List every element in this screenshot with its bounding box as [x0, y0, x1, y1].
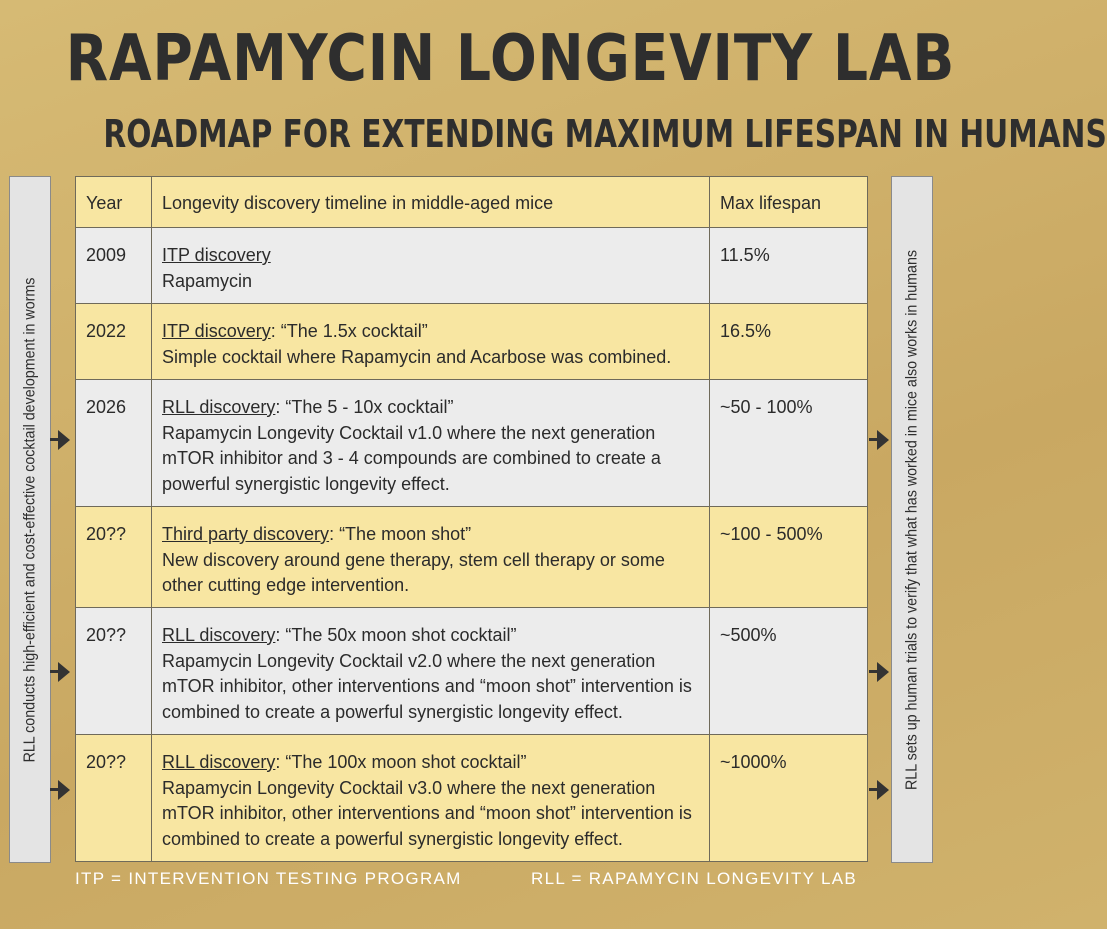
discovery-description: Rapamycin Longevity Cocktail v3.0 where the next generation mTOR inhibitor, other interventions and “moon shot” intervention is combined to create a powerful synergistic longevity effect. [162, 777, 692, 849]
arrow-right-icon [877, 430, 889, 450]
discovery-description: Simple cocktail where Rapamycin and Acarbose was combined. [162, 346, 672, 367]
discovery-description: Rapamycin [162, 270, 253, 291]
arrow-right-icon [58, 662, 70, 682]
discovery-source: RLL discovery [162, 752, 276, 772]
discovery-cell [152, 507, 710, 608]
table-header-row [76, 177, 868, 228]
lifespan-cell: 11.5% [710, 228, 868, 304]
table-row [76, 507, 868, 608]
discovery-source: ITP discovery [162, 245, 271, 265]
year-cell: 2022 [76, 304, 152, 380]
year-cell: 2026 [76, 380, 152, 507]
discovery-name: : “The 50x moon shot cocktail” [275, 625, 517, 645]
table-row [76, 380, 868, 507]
arrow-right-icon [58, 780, 70, 800]
discovery-source: RLL discovery [162, 397, 276, 417]
discovery-source: ITP discovery [162, 321, 271, 341]
discovery-cell [152, 735, 710, 862]
discovery-description: Rapamycin Longevity Cocktail v2.0 where the next generation mTOR inhibitor, other interventions and “moon shot” intervention is combined to create a powerful synergistic longevity effect. [162, 650, 692, 722]
table-row [76, 608, 868, 735]
discovery-cell [152, 608, 710, 735]
discovery-description: New discovery around gene therapy, stem cell therapy or some other cutting edge intervention. [162, 549, 665, 595]
discovery-name: : “The 5 - 10x cocktail” [275, 397, 454, 417]
left-side-text: RLL conducts high-efficient and cost-effective cocktail development in worms [21, 277, 38, 762]
lifespan-cell: ~1000% [710, 735, 868, 862]
discovery-cell [152, 304, 710, 380]
discovery-cell [152, 228, 710, 304]
lifespan-cell: ~100 - 500% [710, 507, 868, 608]
left-side-panel [9, 176, 51, 863]
table-row [76, 735, 868, 862]
page-subtitle: ROADMAP FOR EXTENDING MAXIMUM LIFESPAN IN HUMANS [103, 112, 1107, 156]
discovery-cell [152, 380, 710, 507]
lifespan-cell: ~50 - 100% [710, 380, 868, 507]
discovery-source: Third party discovery [162, 524, 330, 544]
table-row [76, 228, 868, 304]
year-cell: 2009 [76, 228, 152, 304]
discovery-name: : “The 100x moon shot cocktail” [275, 752, 527, 772]
year-cell: 20?? [76, 608, 152, 735]
discovery-name: : “The 1.5x cocktail” [270, 321, 428, 341]
table-row [76, 304, 868, 380]
discovery-source: RLL discovery [162, 625, 276, 645]
right-side-text: RLL sets up human trials to verify that what has worked in mice also works in humans [903, 249, 920, 790]
column-header-timeline: Longevity discovery timeline in middle-aged mice [152, 177, 710, 228]
page-title: RAPAMYCIN LONGEVITY LAB [65, 22, 956, 96]
discovery-description: Rapamycin Longevity Cocktail v1.0 where the next generation mTOR inhibitor and 3 - 4 compounds are combined to create a powerful synergistic longevity effect. [162, 422, 661, 494]
lifespan-cell: 16.5% [710, 304, 868, 380]
footer-itp-legend: ITP = INTERVENTION TESTING PROGRAM [75, 869, 462, 888]
column-header-year: Year [76, 177, 152, 228]
column-header-lifespan: Max lifespan [710, 177, 868, 228]
footer-rll-legend: RLL = RAPAMYCIN LONGEVITY LAB [531, 869, 858, 888]
discovery-name: : “The moon shot” [329, 524, 472, 544]
year-cell: 20?? [76, 735, 152, 862]
arrow-right-icon [877, 780, 889, 800]
year-cell: 20?? [76, 507, 152, 608]
roadmap-table [75, 176, 868, 862]
arrow-right-icon [877, 662, 889, 682]
right-side-panel [891, 176, 933, 863]
arrow-right-icon [58, 430, 70, 450]
lifespan-cell: ~500% [710, 608, 868, 735]
